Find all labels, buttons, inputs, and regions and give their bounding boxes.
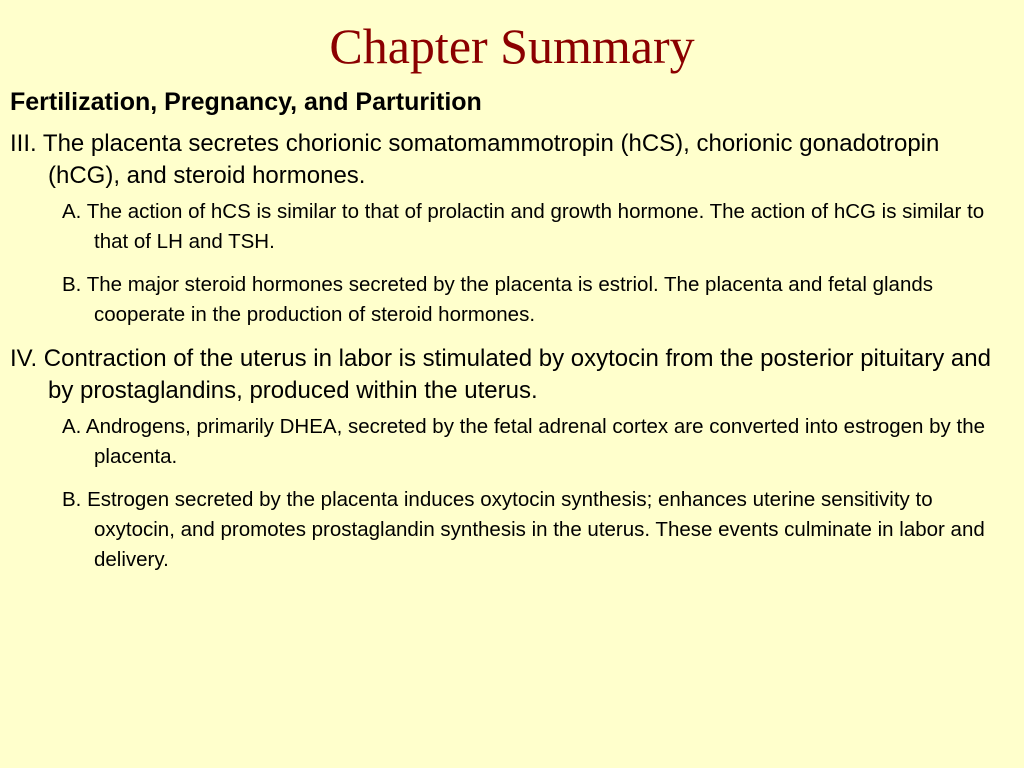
summary-point-iii: III. The placenta secretes chorionic somatomammotropin (hCS), chorionic gonadotropin (hCG), and steroid hormones. <box>10 130 940 189</box>
slide-title: Chapter Summary <box>329 18 695 74</box>
summary-point-iv: IV. Contraction of the uterus in labor is stimulated by oxytocin from the posterior pituitary and by prostaglandins, produced within the uterus. <box>10 345 991 404</box>
summary-point-iii-b: B. The major steroid hormones secreted by the placenta is estriol. The placenta and fetal glands cooperate in the production of steroid hormones. <box>62 273 933 326</box>
slide-content <box>10 86 1014 588</box>
summary-point-iv-b: B. Estrogen secreted by the placenta induces oxytocin synthesis; enhances uterine sensitivity to oxytocin, and promotes prostaglandin synthesis in the uterus. These events culminate in labor and delivery. <box>62 488 985 571</box>
summary-point-iii-a: A. The action of hCS is similar to that of prolactin and growth hormone. The action of hCG is similar to that of LH and TSH. <box>62 200 985 253</box>
summary-point-iv-a: A. Androgens, primarily DHEA, secreted by the fetal adrenal cortex are converted into estrogen by the placenta. <box>62 415 985 468</box>
section-heading: Fertilization, Pregnancy, and Parturition <box>10 88 482 116</box>
